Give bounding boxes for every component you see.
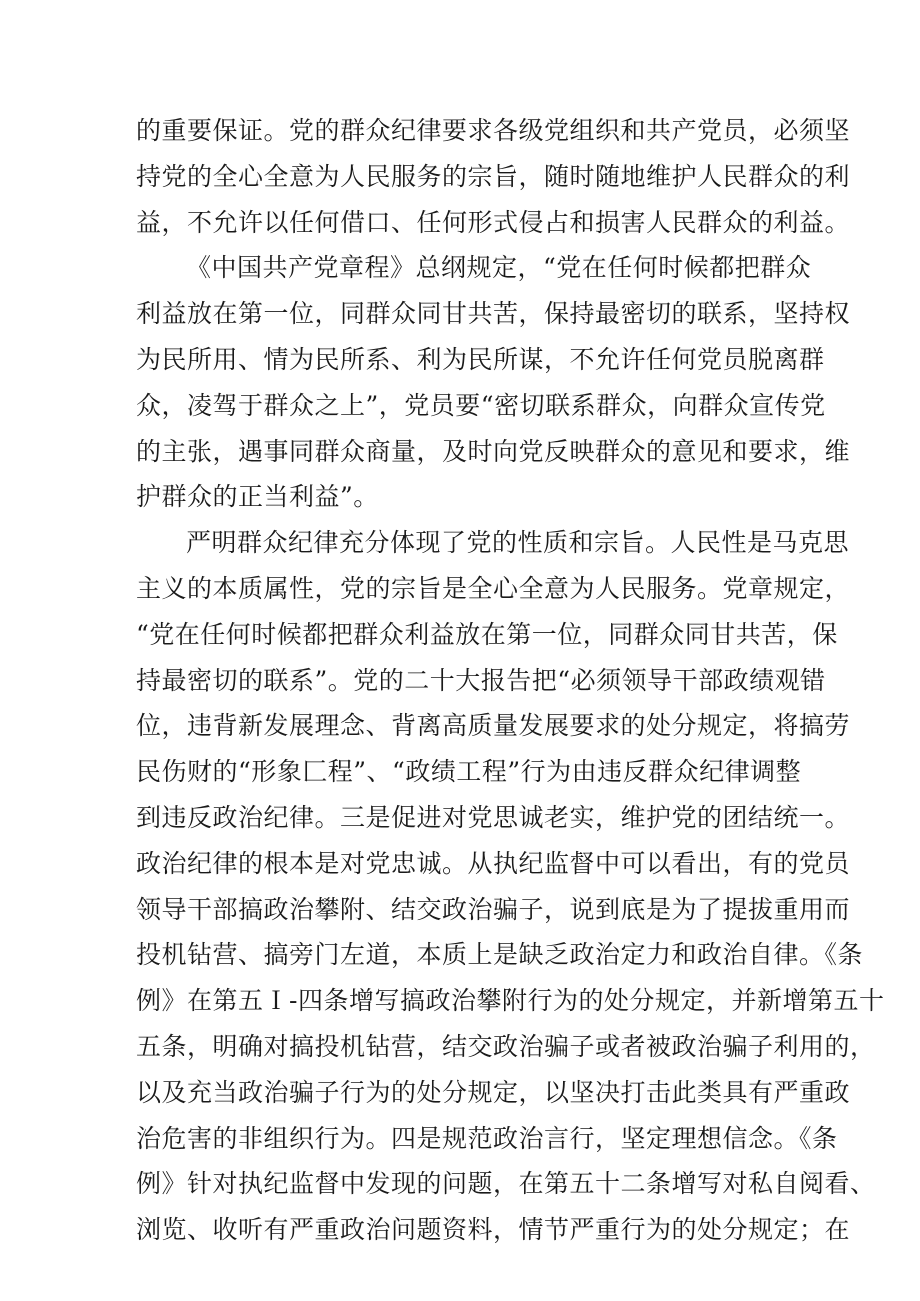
text-line: 以及充当政治骗子行为的处分规定，以坚决打击此类具有严重政 [136,1077,851,1107]
text-line: 例》在第五Ｉ-四条增写搞政治攀附行为的处分规定，并新增第五十 [136,986,885,1016]
text-line: 的主张，遇事同群众商量，及时向党反映群众的意见和要求，维 [136,436,851,466]
text-line: 投机钻营、搞旁门左道，本质上是缺乏政治定力和政治自律。《条 [136,940,864,970]
text-line: 持最密切的联系”。党的二十大报告把“必须领导干部政绩观错 [136,665,826,695]
text-line: 众，凌驾于群众之上”，党员要“密切联系群众，向群众宣传党 [136,390,826,420]
text-line: 位，违背新发展理念、背离高质量发展要求的处分规定，将搞劳 [136,711,851,741]
text-line: 持党的全心全意为人民服务的宗旨，随时随地维护人民群众的利 [136,161,851,191]
text-line: 例》针对执纪监督中发现的问题，在第五十二条增写对私自阅看、 [136,1169,876,1199]
text-line: 为民所用、情为民所系、利为民所谋，不允许任何党员脱离群 [136,344,825,374]
text-line: 护群众的正当利益”。 [136,482,379,512]
text-line: 治危害的非组织行为。四是规范政治言行，坚定理想信念。《条 [136,1123,838,1153]
text-line: 五条，明确对搞投机钻营，结交政治骗子或者被政治骗子利用的， [136,1031,876,1061]
body-text [136,108,885,1253]
paragraph-start-line: 《中国共产党章程》总纲规定，“党在任何时候都把群众 [186,253,812,283]
text-line: 利益放在第一位，同群众同甘共苦，保持最密切的联系，坚持权 [136,299,851,329]
text-line: 浏览、收听有严重政治问题资料，情节严重行为的处分规定；在 [136,1215,851,1245]
text-line: 的重要保证。党的群众纪律要求各级党组织和共产党员，必须坚 [136,116,851,145]
text-line: 民伤财的“形象匚程”、“政绩工程”行为由违反群众纪律调整 [136,757,802,787]
text-line: 领导干部搞政治攀附、结交政治骗子，说到底是为了提拔重用而 [136,894,851,924]
text-line: “党在任何时候都把群众利益放在第一位，同群众同甘共苦，保 [136,619,838,649]
text-line: 益，不允许以任何借口、任何形式侵占和损害人民群众的利益。 [136,207,851,237]
text-line: 到违反政治纪律。三是促进对党思诚老实，维护党的团结统一。 [136,802,851,832]
text-line: 政治纪律的根本是对党忠诚。从执纪监督中可以看出，有的党员 [136,848,851,878]
paragraph-start-line: 严明群众纪律充分体现了党的性质和宗旨。人民性是马克思 [186,528,850,558]
text-line: 主义的本质属性，党的宗旨是全心全意为人民服务。党章规定， [136,573,851,603]
